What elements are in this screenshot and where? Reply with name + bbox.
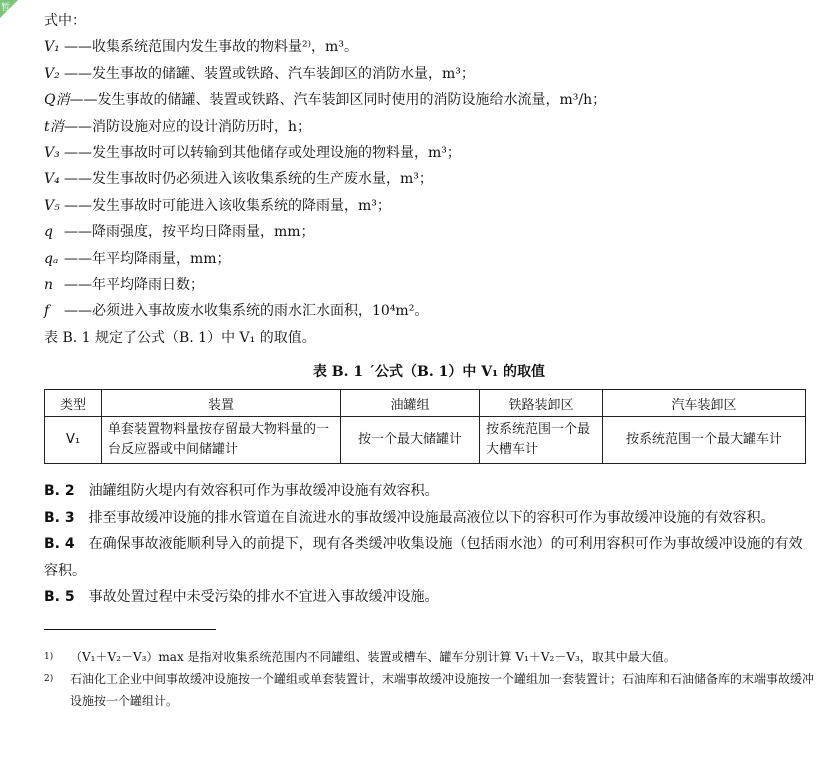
footnote-divider [44,629,216,630]
variable-symbol: Q消 [44,92,70,109]
footnote-mark: 1) [44,651,54,662]
definition-text: ——消防设施对应的设计消防历时，h； [64,118,312,135]
clause-number: B. 3 [44,509,75,526]
variable-symbol: V₁ [44,39,60,56]
table-cell-rail-unloading: 按系统范围一个最大槽车计 [480,417,603,464]
definition-line [44,114,814,140]
variable-symbol: qₐ [44,250,59,267]
variable-symbol: V₅ [44,197,60,214]
table-row [45,417,806,464]
definition-line [44,61,814,87]
table-cell-tank-group: 按一个最大储罐计 [341,417,480,464]
document-page [44,8,814,712]
definition-text: ——发生事故时可能进入该收集系统的降雨量，m³； [64,197,391,214]
clause-item [44,505,814,532]
definition-text: ——收集系统范围内发生事故的物料量²⁾，m³。 [64,39,358,56]
table-cell-device: 单套装置物料量按存留最大物料量的一台反应器或中间储罐计 [102,417,341,464]
definition-text: 表 B. 1 规定了公式（B. 1）中 V₁ 的取值。 [44,329,316,346]
clause-number: B. 5 [44,589,75,606]
definition-line [44,246,814,272]
footnote-text: 石油化工企业中间事故缓冲设施按一个罐组或单套装置计，末端事故缓冲设施按一个罐组加一套装置计；石油库和石油储备库的末端事故缓冲设施按一个罐组计。 [70,671,815,708]
definition-text: ——降雨强度，按平均日降雨量，mm； [64,224,315,241]
definition-line [44,8,814,34]
footnote-text: （V₁＋V₂－V₃）max 是指对收集系统范围内不同罐组、装置或槽车、罐车分别计算 V₁＋V₂－V₃，取其中最大值。 [70,649,676,664]
variable-definitions [44,8,814,351]
definition-line [44,193,814,219]
definition-line [44,219,814,245]
definition-text: ——发生事故的储罐、装置或铁路、汽车装卸区的消防水量，m³； [64,65,475,82]
definition-line [44,272,814,298]
definition-text: ——年平均降雨量，mm； [64,250,231,267]
v1-value-table [44,389,806,464]
definition-line [44,87,814,113]
table-header-rail-unloading: 铁路装卸区 [480,390,603,417]
definition-line [44,166,814,192]
clause-text: 排至事故缓冲设施的排水管道在自流进水的事故缓冲设施最高液位以下的容积可作为事故缓冲设施的有效容积。 [88,509,775,526]
variable-symbol: V₂ [44,65,60,82]
clause-item [44,531,814,584]
definition-line [44,325,814,351]
footnote-item [44,668,814,712]
variable-symbol: V₃ [44,145,60,162]
table-header-tank-group: 油罐组 [341,390,480,417]
clause-text: 事故处置过程中未受污染的排水不宜进入事故缓冲设施。 [88,589,439,606]
definition-line [44,298,814,324]
definition-text: ——年平均降雨日数； [64,277,204,294]
definition-text: 式中： [44,13,86,29]
variable-symbol: n [44,277,54,294]
clause-text: 油罐组防火堤内有效容积可作为事故缓冲设施有效容积。 [88,483,439,500]
clause-item [44,478,814,505]
clauses-list [44,478,814,611]
table-cell-type: V₁ [45,417,102,464]
definition-line [44,34,814,60]
definition-line [44,140,814,166]
table-header-device: 装置 [102,390,341,417]
variable-symbol: t消 [44,118,64,135]
definition-text: ——必须进入事故废水收集系统的雨水汇水面积，10⁴m²。 [64,303,429,320]
table-header-truck-unloading: 汽车装卸区 [603,390,806,417]
clause-number: B. 2 [44,483,75,500]
definition-text: ——发生事故时可以转输到其他储存或处理设施的物料量，m³； [64,145,461,162]
footnotes [44,646,814,712]
footnote-item [44,646,814,668]
table-caption: 表 B. 1 ˊ公式（B. 1）中 V₁ 的取值 [312,364,546,381]
definition-text: ——发生事故时仍必须进入该收集系统的生产废水量，m³； [64,171,433,188]
table-header-type: 类型 [45,390,102,417]
table-cell-truck-unloading: 按系统范围一个最大罐车计 [603,417,806,464]
clause-number: B. 4 [44,536,75,553]
footnote-mark: 2) [44,673,54,684]
table-header-row [45,390,806,417]
variable-symbol: f [44,303,50,320]
corner-tab: 暂 [0,0,18,18]
clause-text: 在确保事故液能顺利导入的前提下，现有各类缓冲收集设施（包括雨水池）的可利用容积可作为事故缓冲设施的有效容积。 [44,536,803,579]
variable-symbol: q [44,224,53,241]
variable-symbol: V₄ [44,171,60,188]
clause-item [44,584,814,611]
definition-text: ——发生事故的储罐、装置或铁路、汽车装卸区同时使用的消防设施给水流量，m³/h； [69,92,607,109]
